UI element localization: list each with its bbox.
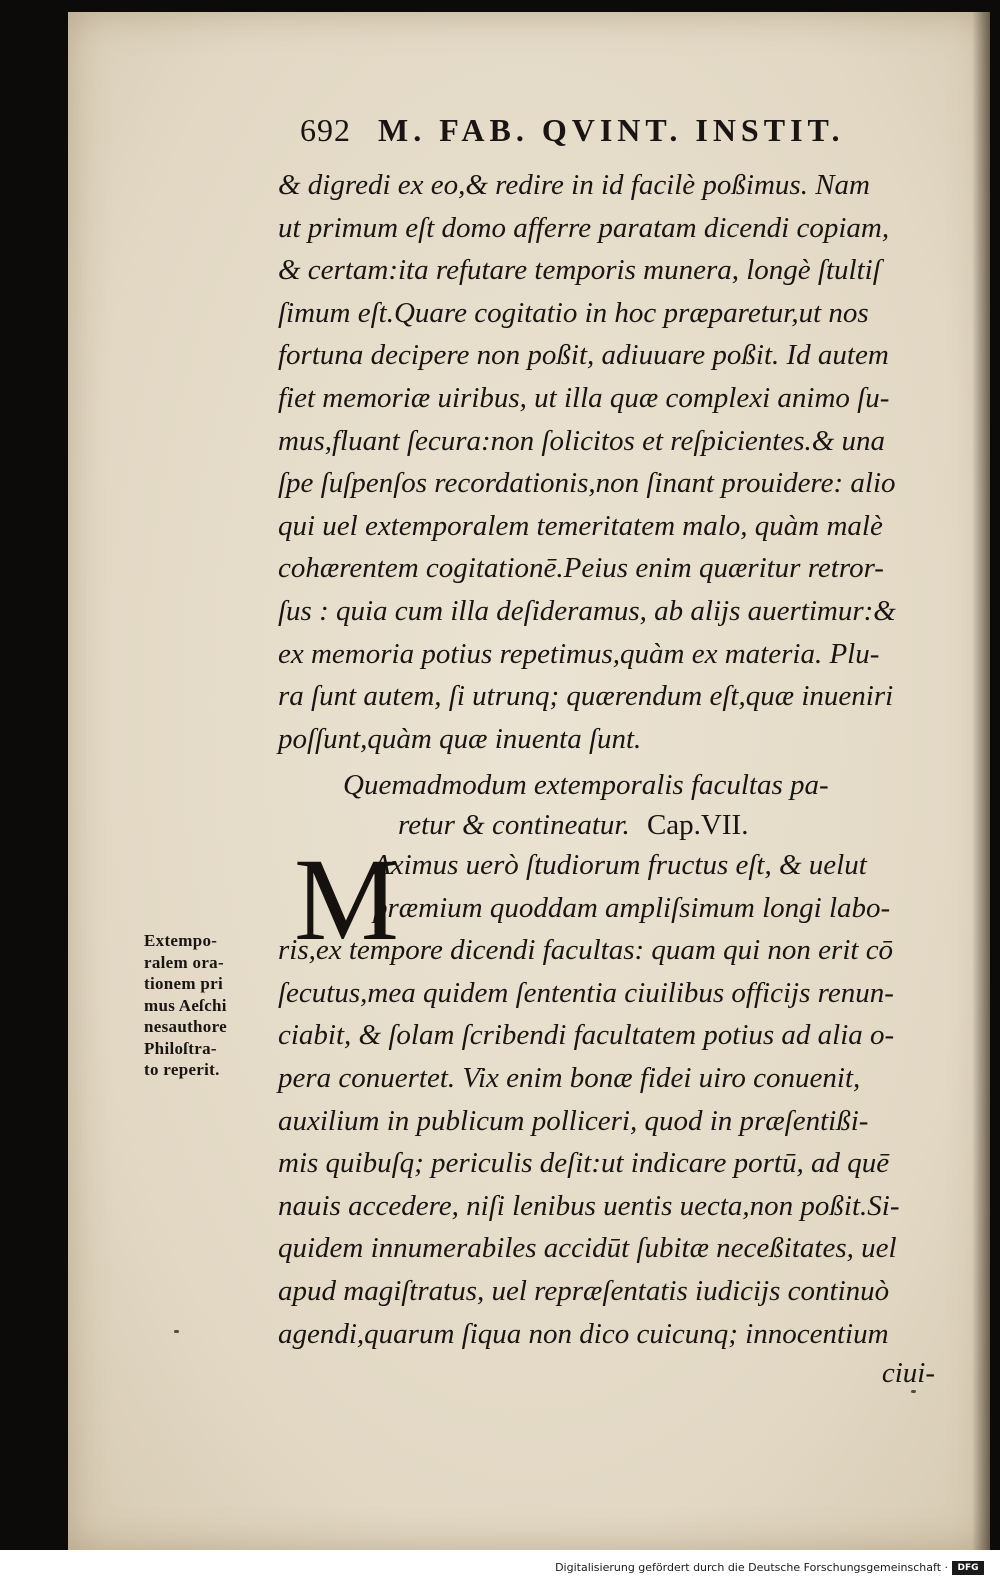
text-line: fortuna decipere non poßit, adiuuare poßit. Id autem [278,339,889,372]
text-line: nauis accedere, niſi lenibus uentis uecta,non poßit.Si- [278,1189,900,1222]
marginal-note-line: Philoſtra- [144,1038,217,1058]
chapter-heading-line: Quemadmodum extemporalis facultas pa- [343,769,829,801]
chapter-text-block [278,834,983,1355]
text-line: & certam:ita refutare temporis munera, longè ſtultiſ [278,254,881,287]
book-page [68,12,990,1550]
chapter-heading-text: retur & contineatur. [398,809,630,841]
main-text-block [278,164,983,760]
text-line: ris,ex tempore dicendi facultas: quam qui non erit cō [278,934,894,967]
text-line: apud magiſtratus, uel repræſentatis iudicijs continuò [278,1274,890,1307]
marginal-note-line: Extempo- [144,931,218,950]
text-line: cohærentem cogitationē.Peius enim quæritur retror- [278,552,884,585]
text-line: mus,fluant ſecura:non ſolicitos et reſpicientes.& una [278,424,886,457]
text-line: agendi,quarum ſiqua non dico cuicunq; innocentium [278,1317,889,1350]
ink-blemish [174,1330,179,1333]
text-line: poſſunt,quàm quæ inuenta ſunt. [278,722,642,755]
text-line: præmium quoddam ampliſsimum longi labo- [373,891,891,924]
text-line: ra ſunt autem, ſi utrunq; quærendum eſt,quæ inueniri [278,680,894,713]
text-line: ſimum eſt.Quare cogitatio in hoc præparetur,ut nos [278,296,869,329]
marginal-note-line: mus Aeſchi [144,995,227,1015]
marginal-note-line: to reperit. [144,1060,220,1079]
text-line: ſecutus,mea quidem ſententia ciuilibus officijs renun- [278,976,894,1009]
marginal-note-line: tionem pri [144,974,224,993]
marginal-note-line: ralem ora- [144,952,224,972]
text-line: quidem innumerabiles accidūt ſubitæ neceßitates, uel [278,1232,897,1265]
text-line: auxilium in publicum polliceri, quod in præſentißi- [278,1104,869,1137]
ink-blemish [911,1390,916,1393]
drop-cap: M [294,834,399,965]
text-line: ciabit, & ſolam ſcribendi facultatem potius ad alia o- [278,1019,895,1052]
running-title: M. FAB. QVINT. INSTIT. [378,112,845,148]
text-line: & digredi ex eo,& redire in id facilè poßimus. Nam [278,169,870,201]
funding-credit: Digitalisierung gefördert durch die Deutsche Forschungsgemeinschaft · [555,1561,948,1574]
text-line: fiet memoriæ uiribus, ut illa quæ complexi animo ſu- [278,381,890,414]
chapter-heading-line [398,804,748,846]
text-line: ex memoria potius repetimus,quàm ex materia. Plu- [278,637,880,670]
text-line: Aximus uerò ſtudiorum fructus eſt, & uelut [373,849,867,881]
page-header [300,112,980,162]
text-line: qui uel extemporalem temeritatem malo, quàm malè [278,509,883,542]
text-line: ſpe ſuſpenſos recordationis,non ſinant prouidere: alio [278,467,896,500]
chapter-number: Cap.VII. [646,809,749,841]
text-line: ſus : quia cum illa deſideramus, ab alijs auertimur:& [278,594,896,627]
text-line: mis quibuſq; periculis deſit:ut indicare portū, ad quē [278,1147,890,1180]
text-line: ut primum eſt domo afferre paratam dicendi copiam, [278,211,890,244]
catchword: ciui- [881,1357,935,1389]
page-number: 692 [300,112,351,148]
digitization-footer [0,1550,1000,1587]
marginal-note-line: nesauthore [144,1017,227,1036]
marginal-note [144,930,274,1081]
text-line: pera conuertet. Vix enim bonæ fidei uiro conuenit, [278,1061,861,1094]
dfg-logo-icon: DFG [952,1561,984,1575]
